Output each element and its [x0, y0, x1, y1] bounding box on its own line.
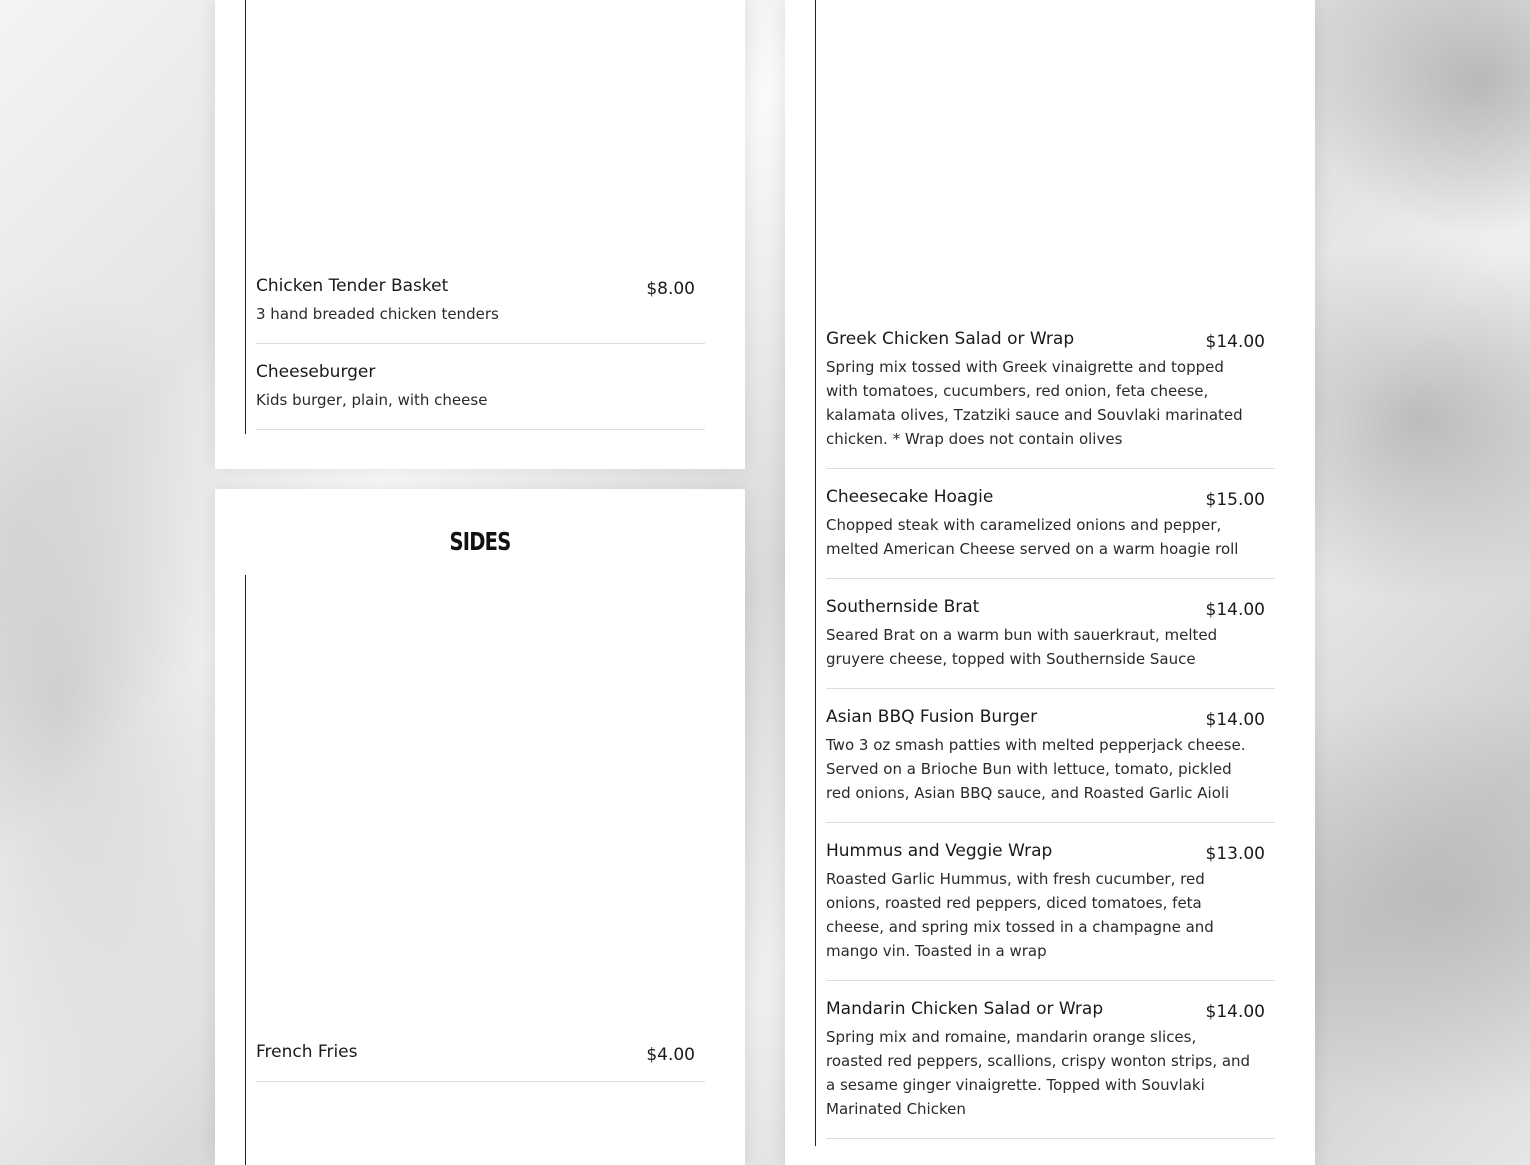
main-menu-panel [785, 0, 1315, 1165]
menu-item-price: $14.00 [1205, 710, 1265, 730]
menu-item [826, 997, 1275, 1139]
menu-item-price: $4.00 [646, 1045, 695, 1065]
menu-item [256, 360, 705, 430]
menu-item [826, 705, 1275, 823]
menu-item [826, 485, 1275, 579]
menu-item-price: $8.00 [646, 279, 695, 299]
menu-item-description: 3 hand breaded chicken tenders [256, 305, 499, 323]
menu-item [826, 839, 1275, 981]
menu-item [826, 327, 1275, 469]
menu-item [256, 274, 705, 344]
sides-menu-items [256, 1040, 705, 1098]
main-menu-items [826, 327, 1275, 1155]
menu-item-price: $14.00 [1205, 600, 1265, 620]
menu-item-name: Mandarin Chicken Salad or Wrap [826, 999, 1104, 1019]
menu-item-price: $14.00 [1205, 332, 1265, 352]
menu-item-name: Greek Chicken Salad or Wrap [826, 329, 1075, 349]
sides-menu-panel [215, 489, 745, 1165]
menu-item-description: Spring mix and romaine, mandarin orange slices, roasted red peppers, scallions, crispy wonton strips, and a sesame ginger vinaigrette. Topped with Souvlaki Marinated Chicken [826, 1028, 1251, 1118]
menu-item-description: Chopped steak with caramelized onions and pepper, melted American Cheese served on a warm hoagie roll [826, 516, 1239, 558]
menu-item-price: $13.00 [1205, 844, 1265, 864]
kids-menu-panel [215, 0, 745, 469]
menu-item-description: Two 3 oz smash patties with melted pepperjack cheese. Served on a Brioche Bun with lettuce, tomato, pickled red onions, Asian BBQ sauce, and Roasted Garlic Aioli [826, 736, 1246, 802]
panel-divider-line [245, 0, 246, 434]
menu-item [256, 1040, 705, 1082]
menu-item-name: Cheesecake Hoagie [826, 487, 994, 507]
kids-menu-items [256, 274, 705, 446]
section-title: SIDES [449, 527, 511, 556]
menu-item-name: Hummus and Veggie Wrap [826, 841, 1053, 861]
menu-item-name: Cheeseburger [256, 362, 376, 382]
menu-item-name: French Fries [256, 1042, 358, 1062]
menu-item [826, 595, 1275, 689]
menu-item-description: Kids burger, plain, with cheese [256, 391, 488, 409]
menu-item-description: Roasted Garlic Hummus, with fresh cucumber, red onions, roasted red peppers, diced tomatoes, feta cheese, and spring mix tossed in a champagne and mango vin. Toasted in a wrap [826, 870, 1214, 960]
menu-item-description: Seared Brat on a warm bun with sauerkraut, melted gruyere cheese, topped with Southernside Sauce [826, 626, 1218, 668]
menu-item-name: Asian BBQ Fusion Burger [826, 707, 1038, 727]
menu-item-name: Chicken Tender Basket [256, 276, 449, 296]
panel-divider-line [815, 0, 816, 1146]
panel-divider-line [245, 575, 246, 1165]
menu-item-name: Southernside Brat [826, 597, 980, 617]
menu-item-price: $15.00 [1205, 490, 1265, 510]
menu-item-description: Spring mix tossed with Greek vinaigrette and topped with tomatoes, cucumbers, red onion, feta cheese, kalamata olives, Tzatziki sauce and Souvlaki marinated chicken. * Wrap does not contain olives [826, 358, 1243, 448]
menu-item-price: $14.00 [1205, 1002, 1265, 1022]
